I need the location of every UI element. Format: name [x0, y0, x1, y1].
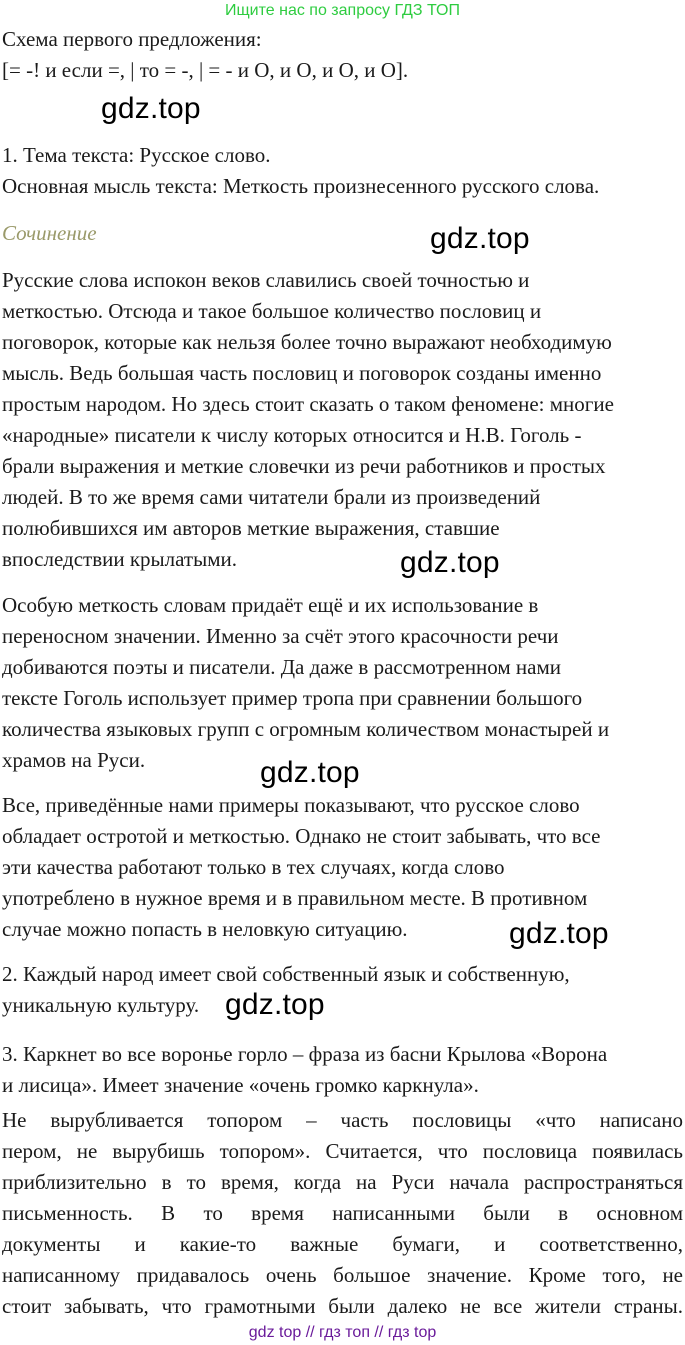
text-line: документы и какие-то важные бумаги, и соответственно,	[2, 1232, 683, 1256]
essay-paragraph-2	[2, 590, 683, 776]
text-line: письменность. В то время написанными были в основном	[2, 1201, 683, 1225]
item-3-block	[2, 1039, 683, 1101]
text-line: случае можно попасть в неловкую ситуацию.	[2, 917, 408, 941]
text-line: людей. В то же время сами читатели брали из произведений	[2, 485, 541, 509]
text-line: и лисица». Имеет значение «очень громко каркнула».	[2, 1073, 479, 1097]
text-line: полюбившихся им авторов меткие выражения, ставшие	[2, 516, 500, 540]
text-line: 2. Каждый народ имеет свой собственный язык и собственную,	[2, 962, 570, 986]
text-line: впоследствии крылатыми.	[2, 547, 237, 571]
scheme-block	[2, 24, 683, 86]
text-line: количества языковых групп с огромным количеством монастырей и	[2, 717, 610, 741]
scheme-title: Схема первого предложения:	[2, 27, 262, 51]
text-line: стоит забывать, что грамотными были далеко не все жители страны.	[2, 1294, 683, 1318]
essay-heading: Сочинение	[2, 221, 97, 245]
watermark: gdz.top	[430, 222, 530, 255]
text-line: Все, приведённые нами примеры показывают, что русское слово	[2, 793, 580, 817]
watermark: gdz.top	[400, 546, 500, 579]
text-line: написанному придавалось очень большое значение. Кроме того, не	[2, 1263, 683, 1287]
text-line: уникальную культуру.	[2, 993, 200, 1017]
text-line: поговорок, которые как нельзя более точно выражают необходимую	[2, 330, 612, 354]
item-1-block	[2, 140, 683, 202]
text-line: «народные» писатели к числу которых относится и Н.В. Гоголь -	[2, 423, 582, 447]
essay-paragraph-1	[2, 265, 683, 575]
watermark: gdz.top	[509, 917, 609, 950]
text-line: мысль. Ведь большая часть пословиц и поговорок созданы именно	[2, 361, 602, 385]
text-line: брали выражения и меткие словечки из речи работников и простых	[2, 454, 606, 478]
text-line: храмов на Руси.	[2, 748, 146, 772]
text-line: 3. Каркнет во все воронье горло – фраза из басни Крылова «Ворона	[2, 1042, 608, 1066]
text-line: меткостью. Отсюда и такое большое количество пословиц и	[2, 299, 542, 323]
text-line: пером, не вырубишь топором». Считается, что пословица появилась	[2, 1139, 683, 1163]
text-line: простым народом. Но здесь стоит сказать о таком феномене: многие	[2, 392, 614, 416]
bottom-banner: gdz top // гдз топ // гдз top	[248, 1324, 437, 1341]
text-line: переносном значении. Именно за счёт этого красочности речи	[2, 624, 559, 648]
top-banner: Ищите нас по запросу ГДЗ ТОП	[225, 2, 460, 19]
scheme-formula: [= -! и если =, | то = -, | = - и О, и О, и О, и О].	[2, 58, 409, 82]
text-line: употреблено в нужное время и в правильном месте. В противном	[2, 886, 588, 910]
item-4-block	[2, 1105, 683, 1322]
watermark: gdz.top	[225, 988, 325, 1021]
text-line: Русские слова испокон веков славились своей точностью и	[2, 268, 530, 292]
text-line: тексте Гоголь использует пример тропа при сравнении большого	[2, 686, 583, 710]
text-line: Основная мысль текста: Меткость произнесенного русского слова.	[2, 174, 600, 198]
text-line: эти качества работают только в тех случаях, когда слово	[2, 855, 505, 879]
item-2-block	[2, 959, 683, 1021]
text-line: 1. Тема текста: Русское слово.	[2, 143, 271, 167]
watermark: gdz.top	[260, 756, 360, 789]
watermark: gdz.top	[101, 92, 201, 125]
text-line: Не вырубливается топором – часть пословицы «что написано	[2, 1108, 683, 1132]
text-line: приблизительно в то время, когда на Руси начала распространяться	[2, 1170, 683, 1194]
text-line: добиваются поэты и писатели. Да даже в рассмотренном нами	[2, 655, 562, 679]
text-line: обладает остротой и меткостью. Однако не стоит забывать, что все	[2, 824, 601, 848]
text-line: Особую меткость словам придаёт ещё и их использование в	[2, 593, 539, 617]
